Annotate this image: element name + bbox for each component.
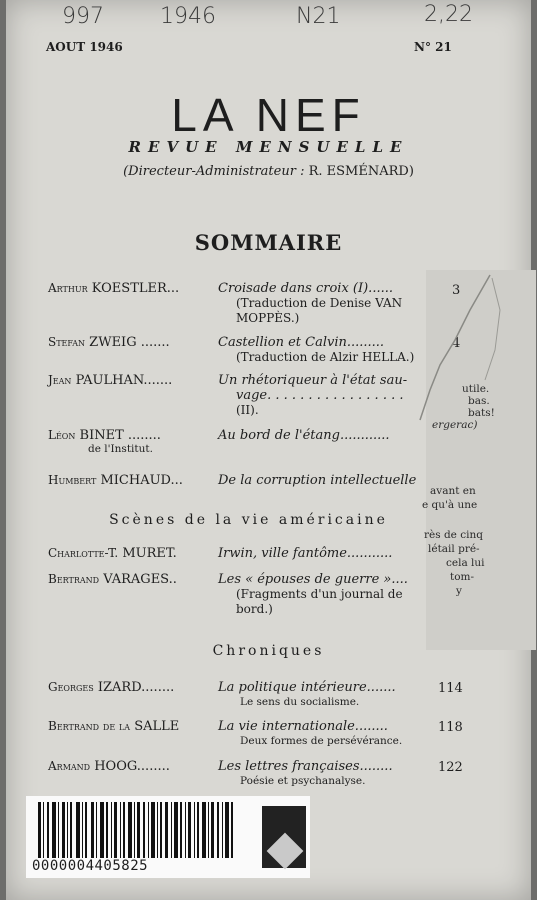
toc-subtitle: Deux formes de persévérance.: [240, 735, 403, 747]
underlying-text-fragment: bas.: [468, 395, 490, 407]
issue-date: AOUT 1946: [46, 40, 123, 54]
toc-work: Castellion et Calvin.........: [218, 335, 385, 350]
toc-page: 4: [452, 336, 461, 351]
toc-author: Jean PAULHAN.......: [48, 373, 173, 388]
director-name: R. ESMÉNARD): [308, 164, 414, 179]
director-line: [0, 164, 537, 179]
toc-author: Georges IZARD........: [48, 680, 175, 695]
journal-subtitle: REVUE MENSUELLE: [128, 138, 409, 156]
toc-work: La vie internationale........: [218, 719, 388, 734]
director-label: (Directeur-Administrateur :: [123, 164, 305, 179]
underlying-text-fragment: rès de cinq: [424, 529, 483, 541]
toc-work: La politique intérieure.......: [218, 680, 396, 695]
sommaire-heading: SOMMAIRE: [194, 230, 343, 255]
underlying-text-fragment: cela lui: [446, 557, 485, 569]
toc-translation: (Traduction de Alzir HELLA.): [236, 350, 415, 364]
issue-number: N° 21: [414, 40, 452, 54]
toc-translation: MOPPÈS.): [236, 311, 300, 325]
toc-author: Stefan ZWEIG .......: [48, 335, 170, 350]
underlying-text-fragment: tom-: [450, 571, 475, 583]
underlying-text-fragment: utile.: [462, 383, 490, 395]
toc-work: Au bord de l'étang............: [218, 428, 390, 443]
underlying-text-fragment: bats!: [468, 407, 495, 419]
toc-work: Croisade dans croix (I)......: [218, 281, 393, 296]
toc-translation: (Traduction de Denise VAN: [236, 296, 403, 310]
toc-author: Léon BINET ........: [48, 428, 161, 443]
toc-page: 3: [452, 283, 461, 298]
underlying-text-fragment: ergerac): [432, 419, 478, 431]
underlying-text-fragment: y: [456, 585, 462, 597]
toc-subtitle: Poésie et psychanalyse.: [240, 775, 366, 787]
toc-part: (II).: [236, 403, 259, 417]
section-heading: Scènes de la vie américaine: [109, 512, 388, 528]
section-heading: Chroniques: [212, 643, 325, 659]
toc-work: Un rhétoriqueur à l'état sau-: [218, 373, 408, 388]
toc-work: Les lettres françaises........: [218, 759, 393, 774]
barcode-number: 0000004405825: [32, 858, 149, 874]
journal-title: LA NEF: [171, 89, 366, 141]
toc-author: Armand HOOG........: [48, 759, 170, 774]
toc-author: Charlotte-T. MURET.: [48, 546, 177, 561]
underlying-text-fragment: avant en: [430, 485, 476, 497]
handwritten-annotation: 997: [62, 4, 104, 29]
paper-tear: [400, 270, 510, 430]
handwritten-annotation: 1946: [160, 4, 216, 29]
toc-page: 122: [438, 760, 463, 775]
barcode-icon: [36, 802, 236, 858]
toc-author-affiliation: de l'Institut.: [88, 443, 153, 455]
library-mark-icon: [262, 806, 306, 868]
toc-note: bord.): [236, 602, 273, 616]
toc-author: Bertrand VARAGES..: [48, 572, 177, 587]
toc-page: 118: [438, 720, 463, 735]
toc-subtitle: Le sens du socialisme.: [240, 696, 360, 708]
toc-author: Bertrand de la SALLE: [48, 719, 180, 734]
toc-work: Irwin, ville fantôme...........: [218, 546, 393, 561]
underlying-text-fragment: e qu'à une: [422, 499, 478, 511]
toc-author: Humbert MICHAUD...: [48, 473, 183, 488]
barcode-label: [26, 796, 310, 878]
toc-note: (Fragments d'un journal de: [236, 587, 403, 601]
toc-work: Les « épouses de guerre »....: [218, 572, 408, 587]
toc-author: Arthur KOESTLER...: [48, 281, 180, 296]
handwritten-annotation: N21: [296, 4, 341, 29]
handwritten-annotation: 2,22: [424, 2, 473, 27]
toc-work: De la corruption intellectuelle: [218, 473, 417, 488]
underlying-text-fragment: létail pré-: [428, 543, 480, 555]
toc-work-continued: vage. . . . . . . . . . . . . . . . .: [236, 388, 404, 403]
toc-page: 114: [438, 681, 463, 696]
